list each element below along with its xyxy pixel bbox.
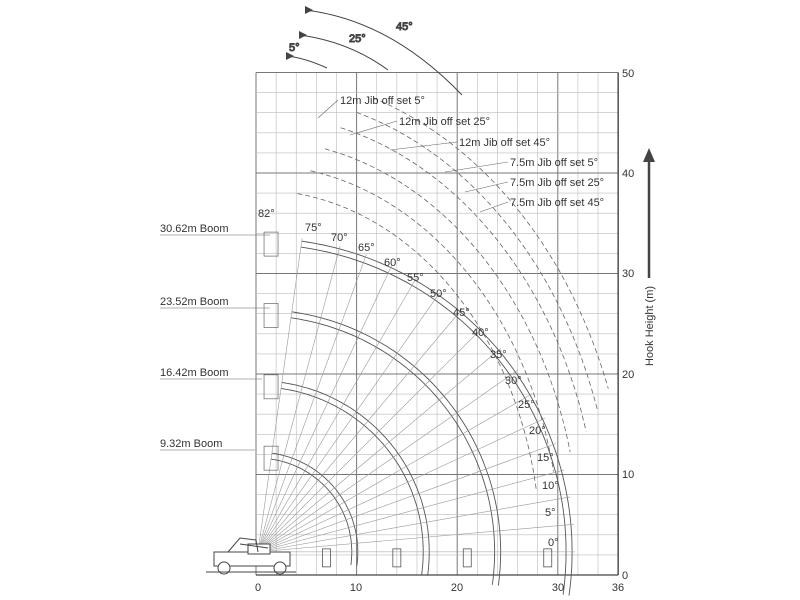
boom-angle-line	[258, 254, 366, 551]
hook-block	[463, 549, 471, 567]
jib-leader-line	[445, 162, 508, 172]
boom-arcs	[258, 232, 575, 596]
x-tick-label: 0	[254, 582, 262, 594]
jib-labels	[340, 95, 604, 209]
boom-label: 30.62m Boom	[160, 223, 229, 235]
jib-label: 7.5m Jib off set 25°	[510, 177, 605, 189]
boom-label: 9.32m Boom	[160, 438, 223, 450]
boom-angle-line	[258, 470, 564, 552]
y-axis-title	[643, 148, 656, 366]
y-tick-label: 10	[622, 469, 635, 481]
boom-arc	[292, 312, 501, 586]
jib-label: 12m Jib off set 25°	[399, 116, 491, 128]
boom-angle-line	[258, 418, 545, 552]
boom-angle-label: 82°	[258, 208, 275, 220]
boom-angle-label: 75°	[305, 222, 322, 234]
boom-angle-label: 0°	[548, 537, 559, 549]
boom-labels	[160, 223, 270, 450]
crane-truck-illustration	[206, 538, 296, 574]
boom-angle-label: 30°	[505, 375, 522, 387]
x-tick-label: 20	[450, 582, 464, 594]
boom-angle-label: 60°	[384, 257, 401, 269]
boom-angle-label: 20°	[529, 425, 546, 437]
y-axis-ticks	[622, 68, 634, 582]
boom-arc	[281, 389, 423, 575]
boom-angle-label: 25°	[518, 399, 535, 411]
boom-angle-label: 45°	[453, 307, 470, 319]
jib-offset-label: 5°	[289, 42, 300, 54]
x-axis-ticks	[255, 582, 624, 594]
boom-arc	[291, 318, 495, 585]
boom-angle-label: 55°	[407, 272, 424, 284]
jib-offset-label: 25°	[349, 33, 366, 45]
boom-angle-label: 65°	[358, 242, 375, 254]
x-tick-label: 10	[349, 582, 363, 594]
jib-label: 12m Jib off set 5°	[340, 95, 425, 107]
jib-label: 7.5m Jib off set 5°	[510, 157, 598, 169]
boom-angle-label: 5°	[545, 507, 556, 519]
boom-angle-line	[258, 394, 532, 552]
boom-angle-label: 35°	[490, 349, 507, 361]
y-axis-label: Hook Height (m)	[644, 285, 656, 367]
jib-leader-line	[465, 182, 508, 192]
boom-angle-line	[258, 444, 556, 552]
y-tick-label: 20	[622, 369, 635, 381]
jib-offset-indicators	[286, 6, 462, 95]
hook-block	[322, 549, 330, 567]
y-tick-label: 50	[622, 68, 635, 80]
x-tick-label: 36	[611, 582, 625, 594]
jib-arc	[311, 171, 554, 472]
boom-label: 16.42m Boom	[160, 367, 229, 379]
boom-angle-label: 10°	[542, 480, 559, 492]
y-tick-label: 40	[622, 168, 635, 180]
jib-label: 7.5m Jib off set 45°	[510, 197, 605, 209]
boom-angle-label: 70°	[331, 232, 348, 244]
boom-label: 23.52m Boom	[160, 296, 229, 308]
boom-angle-label: 15°	[537, 452, 554, 464]
boom-arc	[282, 383, 429, 576]
boom-angle-line	[258, 524, 574, 552]
y-tick-label: 0	[622, 570, 629, 582]
jib-leader-line	[390, 142, 457, 150]
y-tick-label: 30	[622, 268, 635, 280]
boom-arc	[272, 453, 358, 566]
jib-leader-line	[318, 100, 338, 118]
x-tick-label: 30	[551, 582, 565, 594]
jib-label: 12m Jib off set 45°	[459, 137, 551, 149]
jib-leader-line	[480, 202, 508, 212]
jib-offset-label: 45°	[396, 21, 413, 33]
hook-block	[544, 549, 552, 567]
boom-angle-line	[258, 278, 416, 552]
boom-angle-label: 40°	[472, 327, 489, 339]
arrow-head-icon	[643, 148, 655, 162]
boom-angle-label: 50°	[430, 288, 447, 300]
